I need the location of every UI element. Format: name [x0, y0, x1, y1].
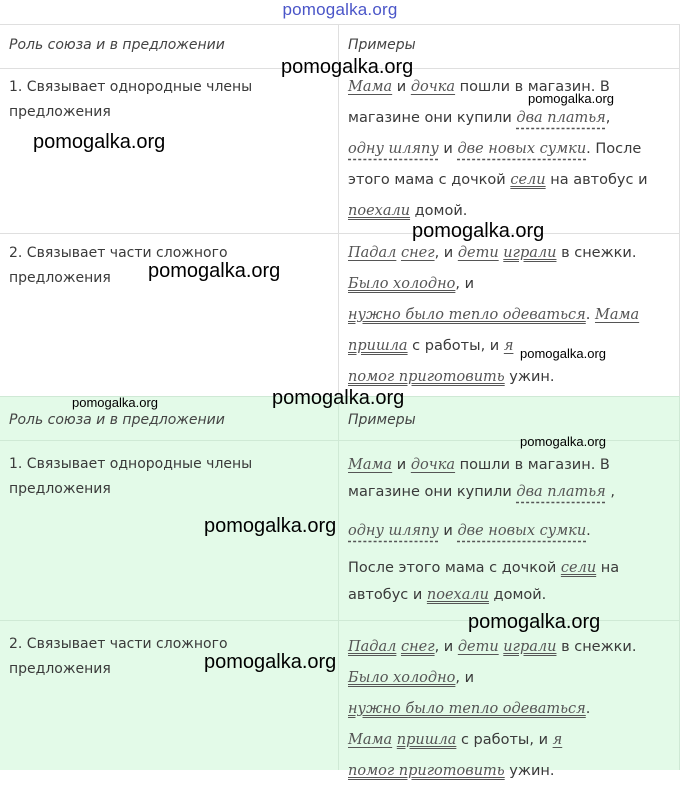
- example-word: дети: [457, 639, 499, 655]
- example-text: . После этого мама с дочкой: [348, 141, 642, 188]
- watermark: pomogalka.org: [204, 515, 337, 537]
- watermark: pomogalka.org: [33, 131, 166, 153]
- example-word: две новых сумки: [457, 523, 587, 539]
- example-word: снег: [400, 639, 435, 655]
- example-text: , и: [455, 276, 475, 292]
- role-cell: 1. Связывает однородные члены предложения: [9, 79, 253, 120]
- example-text: в снежки.: [556, 245, 637, 261]
- example-word: снег: [400, 245, 435, 261]
- example-cell: [348, 72, 670, 227]
- example-text: ужин.: [504, 369, 555, 385]
- example-text: .: [585, 307, 595, 323]
- role-cell: 2. Связывает части сложного предложения: [9, 245, 228, 286]
- example-word: сели: [510, 172, 546, 188]
- watermark: pomogalka.org: [468, 611, 601, 633]
- example-word: пришла: [396, 732, 457, 748]
- example-text: и: [392, 79, 411, 95]
- site-header: [0, 0, 680, 24]
- example-text: пошли в магазин. В магазине они купили: [348, 457, 610, 500]
- example-word: два платья: [516, 110, 606, 126]
- watermark: pomogalka.org: [520, 434, 606, 449]
- table-header-examples: Примеры: [348, 412, 416, 428]
- table-2: [0, 396, 680, 779]
- example-word: играли: [503, 245, 557, 261]
- example-word: дети: [457, 245, 499, 261]
- row-divider: [0, 24, 680, 25]
- example-text: , и: [434, 639, 458, 655]
- example-word: поехали: [348, 203, 411, 219]
- example-word: Падал: [348, 639, 397, 655]
- table-header-role: Роль союза и в предложении: [9, 412, 225, 428]
- example-text: и: [392, 457, 411, 473]
- example-text: домой.: [410, 203, 468, 219]
- watermark: pomogalka.org: [528, 91, 614, 106]
- example-word: дочка: [410, 457, 456, 473]
- example-text: на автобус и: [348, 560, 620, 603]
- watermark: pomogalka.org: [412, 220, 545, 242]
- column-divider: [338, 24, 339, 396]
- example-word: я: [552, 732, 563, 748]
- role-cell: 2. Связывает части сложного предложения: [9, 636, 228, 677]
- example-text: ,: [605, 110, 611, 126]
- watermark: pomogalka.org: [520, 346, 606, 361]
- example-text: с работы, и: [407, 338, 504, 354]
- example-word: одну шляпу: [348, 141, 439, 157]
- example-text: в снежки.: [556, 639, 637, 655]
- example-word: две новых сумки: [457, 141, 587, 157]
- row-divider: [0, 233, 680, 234]
- table-header-role: Роль союза и в предложении: [9, 37, 225, 53]
- example-word: Было холодно: [348, 670, 456, 686]
- watermark: pomogalka.org: [72, 395, 158, 410]
- table-1: [0, 24, 680, 396]
- example-cell: [348, 632, 670, 787]
- watermark: pomogalka.org: [148, 260, 281, 282]
- column-divider: [338, 396, 339, 770]
- example-word: помог приготовить: [348, 369, 505, 385]
- example-text: домой.: [488, 587, 547, 603]
- example-word: Падал: [348, 245, 397, 261]
- example-word: одну шляпу: [348, 523, 439, 539]
- watermark: pomogalka.org: [204, 651, 337, 673]
- example-text: .: [586, 523, 591, 539]
- watermark: pomogalka.org: [272, 387, 405, 409]
- example-word: Было холодно: [348, 276, 456, 292]
- example-cell: [348, 452, 670, 609]
- example-word: Мама: [348, 79, 393, 95]
- example-text: ,: [605, 484, 615, 500]
- example-word: сели: [560, 560, 597, 576]
- example-word: поехали: [426, 587, 489, 603]
- example-word: помог приготовить: [348, 763, 505, 779]
- site-header-link[interactable]: pomogalka.org: [282, 0, 398, 19]
- example-text: пошли в магазин. В магазине они купили: [348, 79, 610, 126]
- example-word: я: [503, 338, 514, 354]
- example-text: и: [438, 523, 458, 539]
- example-word: нужно было тепло одеваться: [348, 701, 586, 717]
- role-cell: 1. Связывает однородные члены предложения: [9, 456, 253, 497]
- example-word: Мама: [594, 307, 640, 323]
- example-text: с работы, и: [456, 732, 553, 748]
- example-word: два платья: [516, 484, 606, 500]
- example-word: нужно было тепло одеваться: [348, 307, 586, 323]
- table-header-examples: Примеры: [348, 37, 416, 53]
- example-cell: [348, 238, 670, 393]
- example-text: на автобус и: [545, 172, 648, 188]
- example-word: дочка: [410, 79, 456, 95]
- example-word: Мама: [348, 457, 393, 473]
- example-word: пришла: [348, 338, 408, 354]
- example-text: ужин.: [504, 763, 555, 779]
- example-text: , и: [434, 245, 458, 261]
- example-word: играли: [503, 639, 557, 655]
- watermark: pomogalka.org: [281, 56, 414, 78]
- example-text: После этого мама с дочкой: [348, 560, 561, 576]
- example-text: .: [585, 701, 591, 717]
- example-word: Мама: [348, 732, 393, 748]
- example-text: , и: [455, 670, 475, 686]
- example-text: и: [438, 141, 458, 157]
